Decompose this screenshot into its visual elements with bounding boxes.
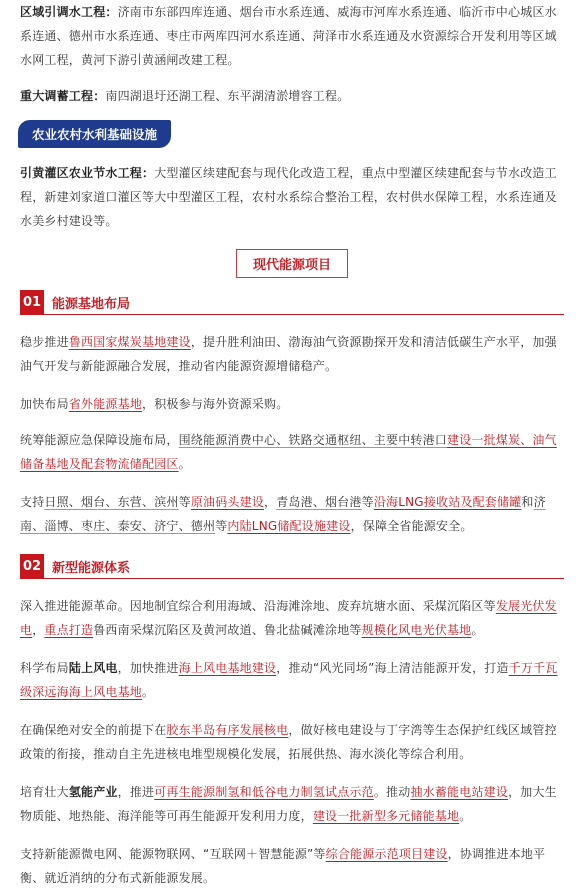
paragraph-nuclear: 在确保绝对安全的前提下在胶东半岛有序发展核电，做好核电建设与丁字湾等生态保护红线区域管控政策的衔接，推动自主先进核电堆型规模化发展，拓展供热、海水淡化等综合利用。 — [20, 723, 557, 761]
paragraph-microgrid: 支持新能源微电网、能源物联网、“互联网＋智慧能源”等综合能源示范项目建设，协调推进本地平衡、就近消纳的分布式新能源发展。 — [20, 847, 546, 885]
center-title-row — [20, 249, 564, 278]
paragraph-reserve-facilities: 统筹能源应急保障设施布局，围绕能源消费中心、铁路交通枢纽、主要中转港口建设一批煤炭、油气储备基地及配套物流储配园区。 — [20, 433, 557, 471]
paragraph-hydrogen: 培育壮大氢能产业，推进可再生能源制氢和低谷电力制氢试点示范。推动抽水蓄能电站建设，加大生物质能、地热能、海洋能等可再生能源开发利用力度，建设一批新型多元储能基地。 — [20, 785, 557, 823]
paragraph-solar: 深入推进能源革命。因地制宜综合利用海域、沿海滩涂地、废弃坑塘水面、采煤沉陷区等发展光伏发电，重点打造鲁西南采煤沉陷区及黄河故道、鲁北盐碱滩涂地等规模化风电光伏基地。 — [20, 599, 557, 637]
section-title: 新型能源体系 — [52, 560, 131, 576]
section-header-01 — [20, 290, 564, 315]
banner-row — [20, 120, 564, 148]
paragraph-lng-facilities: 支持日照、烟台、东营、滨州等原油码头建设，青岛港、烟台港等沿海LNG接收站及配套储罐和济南、淄博、枣庄、泰安、济宁、德州等内陆LNG储配设施建设，保障全省能源安全。 — [20, 495, 546, 533]
section-number: 02 — [20, 554, 44, 578]
energy-projects-title: 现代能源项目 — [236, 249, 348, 278]
paragraph-wind: 科学布局陆上风电，加快推进海上风电基地建设，推动“风光同场”海上清洁能源开发，打造千万千瓦级深远海海上风电基地。 — [20, 661, 558, 699]
paragraph-irrigation: 引黄灌区农业节水工程：大型灌区续建配套与现代化改造工程，重点中型灌区续建配套与节水改造工程，新建刘家道口灌区等大中型灌区工程，农村水系综合整治工程，农村供水保障工程，水系连通及水美乡村建设等。 — [20, 166, 557, 228]
section-header-02 — [20, 554, 564, 579]
paragraph-coal-base: 稳步推进鲁西国家煤炭基地建设，提升胜利油田、渤海油气资源勘探开发和清洁低碳生产水平，加强油气开发与新能源融合发展，推动省内能源资源增储稳产。 — [20, 335, 557, 373]
paragraph-storage-projects: 重大调蓄工程：南四湖退圩还湖工程、东平湖清淤增容工程。 — [20, 89, 350, 103]
section-title: 能源基地布局 — [52, 296, 131, 312]
paragraph-external-base: 加快布局省外能源基地，积极参与海外资源采购。 — [20, 397, 289, 411]
paragraph-regional-water: 区域引调水工程：济南市东部四库连通、烟台市水系连通、威海市河库水系连通、临沂市中心城区水系连通、德州市水系连通、枣庄市两库四河水系连通、菏泽市水系连通及水资源综合开发利用等区域水网工程，黄河下游引黄涵闸改建工程。 — [20, 5, 557, 67]
section-banner-agri-water: 农业农村水利基础设施 — [18, 120, 171, 148]
section-number: 01 — [20, 290, 44, 314]
